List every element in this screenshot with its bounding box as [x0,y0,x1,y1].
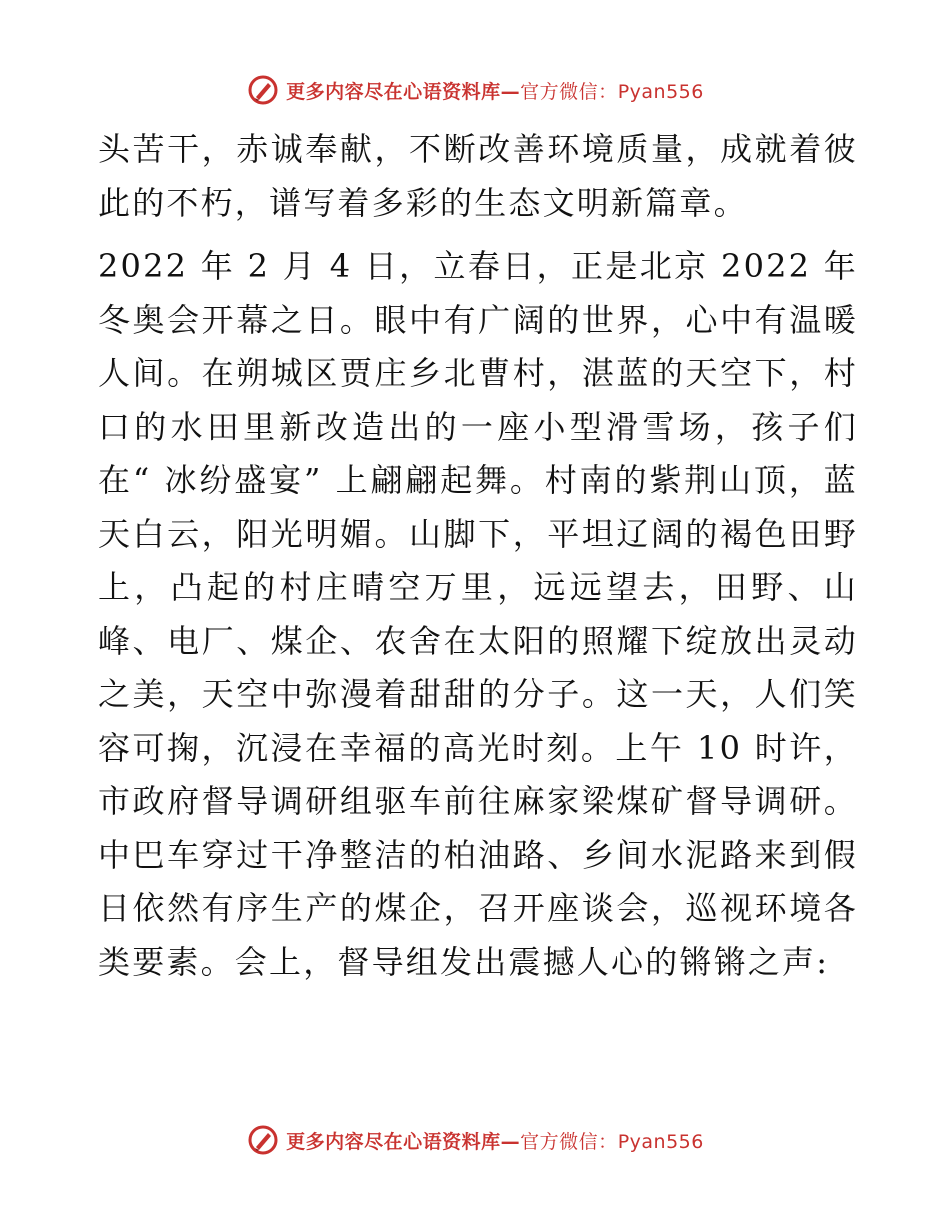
watermark-text [286,77,704,104]
watermark-wechat-id: Pyan556 [617,80,704,103]
watermark-official-label: 官方微信： [520,80,618,103]
pen-logo-icon [246,1123,280,1157]
paragraph-2: 2022 年 2 月 4 日，立春日，正是北京 2022 年冬奥会开幕之日。眼中有广阔的世界，心中有温暖人间。在朔城区贾庄乡北曹村，湛蓝的天空下，村口的水田里新改造出的一座小型滑雪场，孩子们在“ 冰纷盛宴” 上翩翩起舞。村南的紫荆山顶，蓝天白云，阳光明媚。山脚下，平坦辽阔的褐色田野上，凸起的村庄晴空万里，远远望去，田野、山峰、电厂、煤企、农舍在太阳的照耀下绽放出灵动之美，天空中弥漫着甜甜的分子。这一天，人们笑容可掬，沉浸在幸福的高光时刻。上午 10 时许，市政府督导调研组驱车前往麻家梁煤矿督导调研。中巴车穿过干净整洁的柏油路、乡间水泥路来到假日依然有序生产的煤企，召开座谈会，巡视环境各类要素。会上，督导组发出震撼人心的锵锵之声: [98,247,858,981]
watermark-separator: — [500,1130,521,1153]
watermark-separator: — [500,80,521,103]
watermark-wechat-id: Pyan556 [617,1130,704,1153]
document-body [98,123,858,989]
footer-watermark [0,1120,950,1160]
watermark-text [286,1127,704,1154]
pen-logo-icon [246,73,280,107]
watermark-brand: 更多内容尽在心语资料库 [286,80,501,103]
watermark-brand: 更多内容尽在心语资料库 [286,1130,501,1153]
header-watermark [0,70,950,110]
watermark-official-label: 官方微信： [520,1130,618,1153]
paragraph-1: 头苦干，赤诚奉献，不断改善环境质量，成就着彼此的不朽，谱写着多彩的生态文明新篇章。 [98,130,858,222]
